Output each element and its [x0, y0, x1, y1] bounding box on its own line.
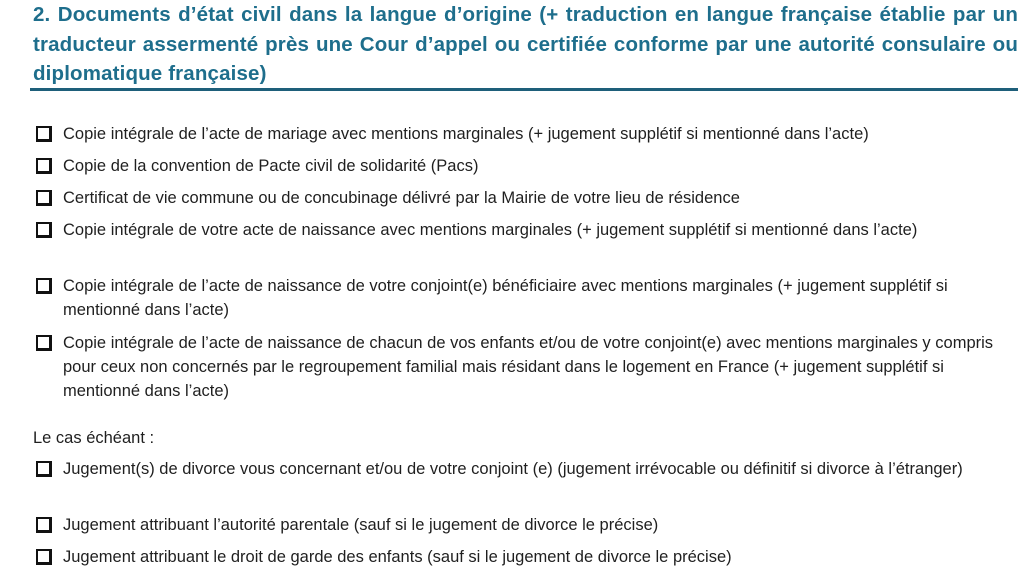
- checklist-item: [35, 122, 1007, 146]
- checklist-item: [35, 331, 1007, 403]
- checklist-item: [35, 457, 1007, 481]
- checklist-item-text: Copie intégrale de l’acte de mariage avec mentions marginales (+ jugement supplétif si mentionné dans l’acte): [63, 125, 869, 143]
- checkbox-icon[interactable]: [36, 158, 52, 174]
- checklist-item: [35, 545, 1007, 569]
- conditional-label: Le cas échéant :: [33, 429, 155, 447]
- checklist-item-text: Jugement attribuant le droit de garde des enfants (sauf si le jugement de divorce le précise): [63, 548, 732, 566]
- checkbox-icon[interactable]: [36, 278, 52, 294]
- checklist-item: [35, 274, 1007, 322]
- checklist-item-text: Jugement(s) de divorce vous concernant et/ou de votre conjoint (e) (jugement irrévocable ou définitif si divorce à l’étranger): [63, 460, 963, 478]
- checklist-item-text: Copie de la convention de Pacte civil de solidarité (Pacs): [63, 157, 479, 175]
- title-divider: [30, 88, 1018, 91]
- checkbox-icon[interactable]: [36, 190, 52, 206]
- checkbox-icon[interactable]: [36, 126, 52, 142]
- checkbox-icon[interactable]: [36, 461, 52, 477]
- checklist-item: [35, 513, 1007, 537]
- checklist-item-text: Copie intégrale de l’acte de naissance de votre conjoint(e) bénéficiaire avec mentions marginales (+ jugement supplétif si mentionné dans l’acte): [63, 277, 948, 319]
- checklist-item: [35, 154, 1007, 178]
- checklist-item-text: Jugement attribuant l’autorité parentale (sauf si le jugement de divorce le précise): [63, 516, 659, 534]
- section-title: 2. Documents d’état civil dans la langue d’origine (+ traduction en langue française établie par un traducteur assermenté près une Cour d’appel ou certifiée conforme par une autorité consulaire ou diplomatique française): [33, 3, 1018, 85]
- checklist-item-text: Copie intégrale de l’acte de naissance de chacun de vos enfants et/ou de votre conjoint(e) avec mentions marginales y compris pour ceux non concernés par le regroupement familial mais résidant dans le logement en France (+ jugement supplétif si mentionné dans l’acte): [63, 334, 994, 400]
- checklist-item: [35, 186, 1007, 210]
- checkbox-icon[interactable]: [36, 549, 52, 565]
- checkbox-icon[interactable]: [36, 517, 52, 533]
- checkbox-icon[interactable]: [36, 222, 52, 238]
- checklist-item-text: Copie intégrale de votre acte de naissance avec mentions marginales (+ jugement supplétif si mentionné dans l’acte): [63, 221, 918, 239]
- checklist-item: [35, 218, 1007, 242]
- checkbox-icon[interactable]: [36, 335, 52, 351]
- checklist-item-text: Certificat de vie commune ou de concubinage délivré par la Mairie de votre lieu de résidence: [63, 189, 740, 207]
